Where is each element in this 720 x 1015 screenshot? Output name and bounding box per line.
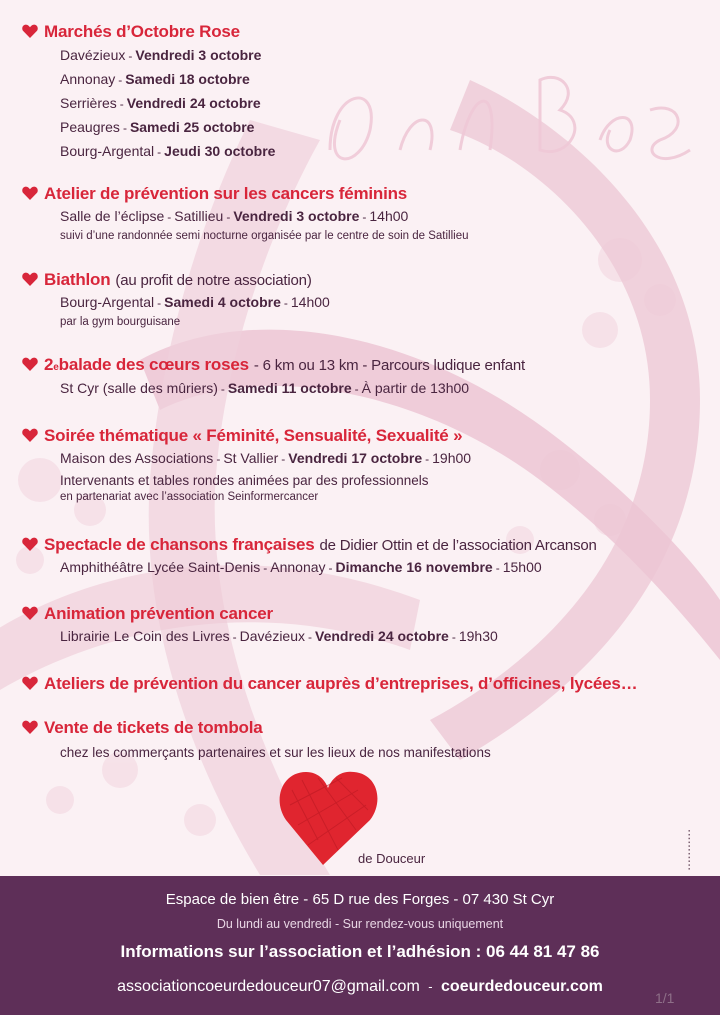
event-place: Librairie Le Coin des Livres <box>60 628 230 644</box>
event-time: 14h00 <box>369 208 409 224</box>
section-balade <box>22 355 525 401</box>
event-line <box>60 68 275 92</box>
section-spectacle <box>22 535 597 580</box>
section-tombola <box>22 718 491 762</box>
distance-options: 6 km ou 13 km <box>262 357 359 374</box>
footer-info: Informations sur l’association et l’adhésion : 06 44 81 47 86 <box>120 942 600 961</box>
separator: - <box>283 296 288 310</box>
separator: - <box>118 73 123 87</box>
heart-bullet-icon <box>22 272 38 286</box>
separator: - <box>128 49 133 63</box>
section-ateliers-entreprises <box>22 674 637 694</box>
event-place: Serrières <box>60 95 117 111</box>
separator: - <box>281 452 286 466</box>
event-note: par la gym bourguisane <box>60 316 181 328</box>
event-line <box>60 92 275 116</box>
event-time: À partir de 13h00 <box>361 380 470 396</box>
event-line <box>60 140 275 164</box>
separator: - <box>362 357 368 374</box>
event-time: 19h00 <box>432 450 472 466</box>
event-town: Satillieu <box>174 208 224 224</box>
event-date: Dimanche 16 novembre <box>335 559 493 575</box>
section-animation <box>22 604 498 649</box>
logo-text: de Douceur <box>358 851 426 866</box>
event-line <box>60 377 525 401</box>
event-place: Bourg-Argental <box>60 143 155 159</box>
section-title-sup: e <box>53 362 59 373</box>
section-subtitle: (au profit de notre association) <box>115 272 312 289</box>
section-heading <box>22 535 597 555</box>
heart-bullet-icon <box>22 357 38 371</box>
section-title-number: 2 <box>44 355 54 374</box>
event-details: chez les commerçants partenaires et sur les lieux de nos manifestations <box>60 745 491 760</box>
section-soiree <box>22 426 471 505</box>
heart-bullet-icon <box>22 428 38 442</box>
event-date: Samedi 25 octobre <box>129 119 255 135</box>
separator: - <box>308 630 313 644</box>
event-line <box>60 291 330 315</box>
footer-website-link[interactable]: coeurdedouceur.com <box>441 978 603 995</box>
section-title: Soirée thématique « Féminité, Sensualité, Sexualité » <box>44 426 463 445</box>
event-date: Samedi 18 octobre <box>125 71 250 87</box>
separator: - <box>328 561 333 575</box>
event-time: 19h30 <box>458 628 498 644</box>
footer-contact <box>0 978 720 996</box>
separator: - <box>495 561 500 575</box>
footer <box>0 876 720 1015</box>
section-title: Animation prévention cancer <box>44 604 273 623</box>
separator: - <box>425 452 430 466</box>
section-subtitle <box>254 357 525 374</box>
separator: - <box>220 382 225 396</box>
event-date: Vendredi 24 octobre <box>315 628 449 644</box>
event-details: Intervenants et tables rondes animées par des professionnels <box>60 473 429 488</box>
heart-bullet-icon <box>22 720 38 734</box>
heart-bullet-icon <box>22 676 38 690</box>
separator: - <box>253 357 259 374</box>
separator: - <box>362 210 367 224</box>
event-place: Maison des Associations <box>60 450 214 466</box>
event-place: Davézieux <box>60 47 126 63</box>
event-town: St Vallier <box>223 450 279 466</box>
section-title: Vente de tickets de tombola <box>44 718 263 737</box>
separator: - <box>167 210 172 224</box>
heart-bullet-icon <box>22 606 38 620</box>
separator: - <box>232 630 237 644</box>
section-title: balade des cœurs roses <box>58 355 249 374</box>
event-line <box>60 205 469 229</box>
section-heading <box>22 604 498 624</box>
page-number: 1/1 <box>655 990 675 1006</box>
event-place: St Cyr (salle des mûriers) <box>60 380 218 396</box>
event-date: Jeudi 30 octobre <box>164 143 276 159</box>
event-town: Davézieux <box>239 628 306 644</box>
event-line <box>60 556 597 580</box>
event-date: Vendredi 17 octobre <box>288 450 423 466</box>
separator: - <box>157 296 162 310</box>
footer-email-link[interactable]: associationcoeurdedouceur07@gmail.com <box>117 978 420 995</box>
event-note: suivi d’une randonnée semi nocturne organisée par le centre de soin de Satillieu <box>60 230 469 242</box>
separator: - <box>428 979 433 994</box>
event-line <box>60 625 498 649</box>
event-date: Samedi 4 octobre <box>164 294 281 310</box>
event-time: 15h00 <box>502 559 542 575</box>
section-heading <box>22 22 275 42</box>
event-line <box>60 116 275 140</box>
section-title: Biathlon <box>44 270 111 289</box>
section-heading <box>22 674 637 694</box>
event-town: Annonay <box>270 559 326 575</box>
section-title: Ateliers de prévention du cancer auprès d’entreprises, d’officines, lycées… <box>44 674 638 693</box>
event-date: Samedi 11 octobre <box>227 380 352 396</box>
separator: - <box>451 630 456 644</box>
event-place: Bourg-Argental <box>60 294 155 310</box>
event-time: 14h00 <box>290 294 330 310</box>
section-biathlon <box>22 270 330 330</box>
footer-address: Espace de bien être - 65 D rue des Forges - 07 430 St Cyr <box>165 891 555 908</box>
section-heading <box>22 426 471 446</box>
separator: - <box>354 382 359 396</box>
kids-course: Parcours ludique enfant <box>371 357 526 374</box>
heart-bullet-icon <box>22 537 38 551</box>
heart-bullet-icon <box>22 186 38 200</box>
event-date: Vendredi 3 octobre <box>135 47 262 63</box>
event-place: Peaugres <box>60 119 120 135</box>
event-line <box>60 447 471 471</box>
event-place: Salle de l’éclipse <box>60 208 165 224</box>
event-line <box>60 44 275 68</box>
event-date: Vendredi 24 octobre <box>126 95 261 111</box>
section-title: Marchés d’Octobre Rose <box>44 22 240 41</box>
separator: - <box>226 210 231 224</box>
separator: - <box>263 561 268 575</box>
separator: - <box>119 97 124 111</box>
section-heading <box>22 355 525 375</box>
event-date: Vendredi 3 octobre <box>233 208 360 224</box>
side-credit: ▪ ▪ ▪ ▪ ▪ ▪ ▪ ▪ ▪ ▪ ▪ <box>687 829 693 870</box>
section-subtitle: de Didier Ottin et de l’association Arcanson <box>319 537 597 554</box>
section-title: Spectacle de chansons françaises <box>44 535 315 554</box>
event-place: Annonay <box>60 71 116 87</box>
section-marches <box>22 22 275 164</box>
section-atelier <box>22 184 469 244</box>
section-title: Atelier de prévention sur les cancers féminins <box>44 184 408 203</box>
separator: - <box>216 452 221 466</box>
section-heading <box>22 270 330 290</box>
separator: - <box>122 121 127 135</box>
separator: - <box>157 145 162 159</box>
event-place: Amphithéâtre Lycée Saint-Denis <box>60 559 261 575</box>
event-note: en partenariat avec l’association Seinformercancer <box>60 491 319 503</box>
footer-hours: Du lundi au vendredi - Sur rendez-vous uniquement <box>216 917 504 931</box>
section-heading <box>22 718 491 738</box>
heart-bullet-icon <box>22 24 38 38</box>
section-heading <box>22 184 469 204</box>
